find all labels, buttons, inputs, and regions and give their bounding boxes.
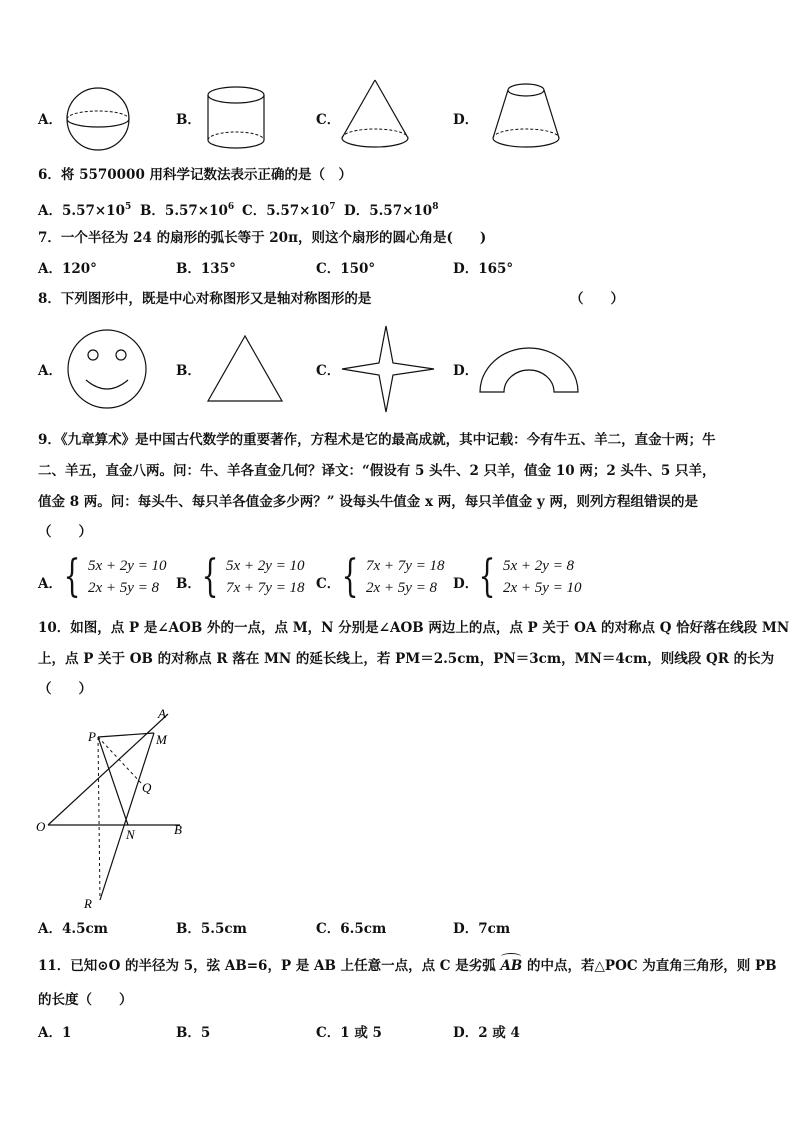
q6-option-a[interactable] [38, 198, 131, 220]
triangle-icon [206, 334, 284, 404]
q7-option-c[interactable]: C．150° [316, 261, 376, 277]
q6-d-label: D． [344, 203, 370, 219]
q6-d-exp: 8 [432, 202, 439, 212]
label-r: R [84, 896, 92, 911]
q11-option-c[interactable]: C．1 或 5 [316, 1025, 382, 1041]
q9-b-eq1: 5x + 2y = 10 [226, 558, 305, 574]
q9-option-a-label[interactable]: A． [38, 576, 62, 592]
brace-icon: { [201, 551, 219, 602]
q6-stem: 6．将 5570000 用科学记数法表示正确的是（ ） [38, 167, 353, 183]
q5-option-a-label[interactable]: A． [38, 112, 62, 128]
q10-geometry-figure [30, 704, 200, 914]
q9-option-d-system [473, 551, 582, 602]
label-a: A [158, 706, 166, 721]
sphere-icon [64, 84, 134, 154]
q9-d-eq2: 2x + 5y = 10 [503, 580, 582, 596]
segment-pr-dashed [98, 737, 100, 900]
q9-option-a-system [58, 551, 167, 602]
q6-option-c[interactable] [242, 198, 336, 220]
q11-arc-ab [500, 957, 522, 975]
q9-answer-paren: （ ） [38, 524, 92, 540]
q8-option-d-label[interactable]: D． [453, 363, 479, 379]
q11-stem-part2: 的中点，若△POC 为直角三角形，则 PB [527, 958, 777, 974]
q7-stem: 7．一个半径为 24 的扇形的弧长等于 20π，则这个扇形的圆心角是( ) [38, 230, 487, 246]
q11-arc-label: AB [500, 958, 523, 974]
q7-option-b[interactable]: B．135° [176, 261, 236, 277]
q6-a-exp: 5 [124, 202, 132, 212]
q9-option-b-system [196, 551, 305, 602]
q8-option-a-label[interactable]: A． [38, 363, 62, 379]
q11-option-b[interactable]: B．5 [176, 1025, 211, 1041]
q5-option-c-label[interactable]: C． [316, 112, 341, 128]
q6-a-label: A． [38, 203, 62, 219]
q9-c-eq1: 7x + 7y = 18 [366, 558, 445, 574]
q6-a-base: 5.57×10 [61, 203, 125, 219]
q10-option-d[interactable]: D．7cm [453, 921, 511, 937]
q10-answer-paren: （ ） [38, 681, 92, 697]
q6-c-label: C． [242, 203, 267, 219]
q6-b-exp: 6 [227, 202, 235, 212]
q11-stem-line2: 的长度（ ） [38, 992, 133, 1008]
cylinder-icon [206, 84, 268, 154]
q6-c-base: 5.57×10 [266, 203, 330, 219]
q11-option-d[interactable]: D．2 或 4 [453, 1025, 520, 1041]
brace-icon: { [478, 551, 496, 602]
q9-option-c-system [336, 551, 445, 602]
q5-option-b-label[interactable]: B． [176, 112, 201, 128]
brace-icon: { [341, 551, 359, 602]
smiley-face-icon [66, 328, 150, 412]
q11-stem-line1 [38, 957, 777, 975]
q7-option-a[interactable]: A．120° [38, 261, 97, 277]
q10-option-a[interactable]: A．4.5cm [38, 921, 108, 937]
q10-option-c[interactable]: C．6.5cm [316, 921, 387, 937]
q6-option-d[interactable] [344, 198, 438, 220]
label-m: M [156, 732, 167, 747]
q9-option-d-label[interactable]: D． [453, 576, 479, 592]
label-q: Q [142, 780, 152, 795]
q9-a-eq1: 5x + 2y = 10 [88, 558, 167, 574]
label-o: O [36, 819, 46, 834]
q6-c-exp: 7 [329, 202, 336, 212]
q9-stem-line3: 值金 8 两。问：每头牛、每只羊各值金多少两？” 设每头牛值金 x 两，每只羊值金 y 两，则列方程组错误的是 [38, 494, 698, 510]
q9-c-eq2: 2x + 5y = 8 [366, 580, 438, 596]
q7-option-d[interactable]: D．165° [453, 261, 514, 277]
label-b: B [174, 822, 182, 837]
q9-a-eq2: 2x + 5y = 8 [88, 580, 160, 596]
arc-icon [501, 953, 521, 960]
q9-stem-line1: 9．《九章算术》是中国古代数学的重要著作，方程术是它的最高成就，其中记载：今有牛五、羊二，直金十两；牛 [38, 432, 716, 448]
brace-icon: { [63, 551, 81, 602]
q5-option-d-label[interactable]: D． [453, 112, 479, 128]
q9-b-eq2: 7x + 7y = 18 [226, 580, 305, 596]
q8-option-c-label[interactable]: C． [316, 363, 341, 379]
q8-stem: 8．下列图形中，既是中心对称图形又是轴对称图形的是 [38, 291, 372, 307]
q8-option-b-label[interactable]: B． [176, 363, 201, 379]
q6-d-base: 5.57×10 [369, 203, 433, 219]
q6-option-b[interactable] [140, 198, 234, 220]
ray-oa [48, 714, 168, 825]
label-p: P [88, 729, 96, 744]
q10-stem-line1: 10．如图，点 P 是∠AOB 外的一点，点 M，N 分别是∠AOB 两边上的点，点 P 关于 OA 的对称点 Q 恰好落在线段 MN [38, 620, 790, 636]
segment-pn [98, 737, 128, 825]
cone-icon [340, 78, 412, 154]
q6-b-base: 5.57×10 [164, 203, 228, 219]
q10-stem-line2: 上，点 P 关于 OB 的对称点 R 落在 MN 的延长线上，若 PM＝2.5cm，PN＝3cm，MN＝4cm，则线段 QR 的长为 [38, 651, 775, 667]
q9-option-c-label[interactable]: C． [316, 576, 341, 592]
q6-b-label: B． [140, 203, 165, 219]
q9-option-b-label[interactable]: B． [176, 576, 201, 592]
segment-mr [100, 733, 154, 900]
q10-option-b[interactable]: B．5.5cm [176, 921, 247, 937]
q11-stem-part1: 11．已知⊙O 的半径为 5，弦 AB=6，P 是 AB 上任意一点，点 C 是劣弧 [38, 958, 496, 974]
q9-stem-line2: 二、羊五，直金八两。问：牛、羊各直金几何？译文：“假设有 5 头牛、2 只羊，值金 10 两；2 头牛、5 只羊， [38, 463, 716, 479]
semi-ring-icon [478, 346, 580, 396]
q8-answer-paren: （ ） [570, 291, 624, 307]
frustum-icon [490, 80, 562, 154]
q9-d-eq1: 5x + 2y = 8 [503, 558, 575, 574]
q11-option-a[interactable]: A．1 [38, 1025, 72, 1041]
four-point-star-icon [340, 326, 436, 414]
label-n: N [126, 827, 135, 842]
